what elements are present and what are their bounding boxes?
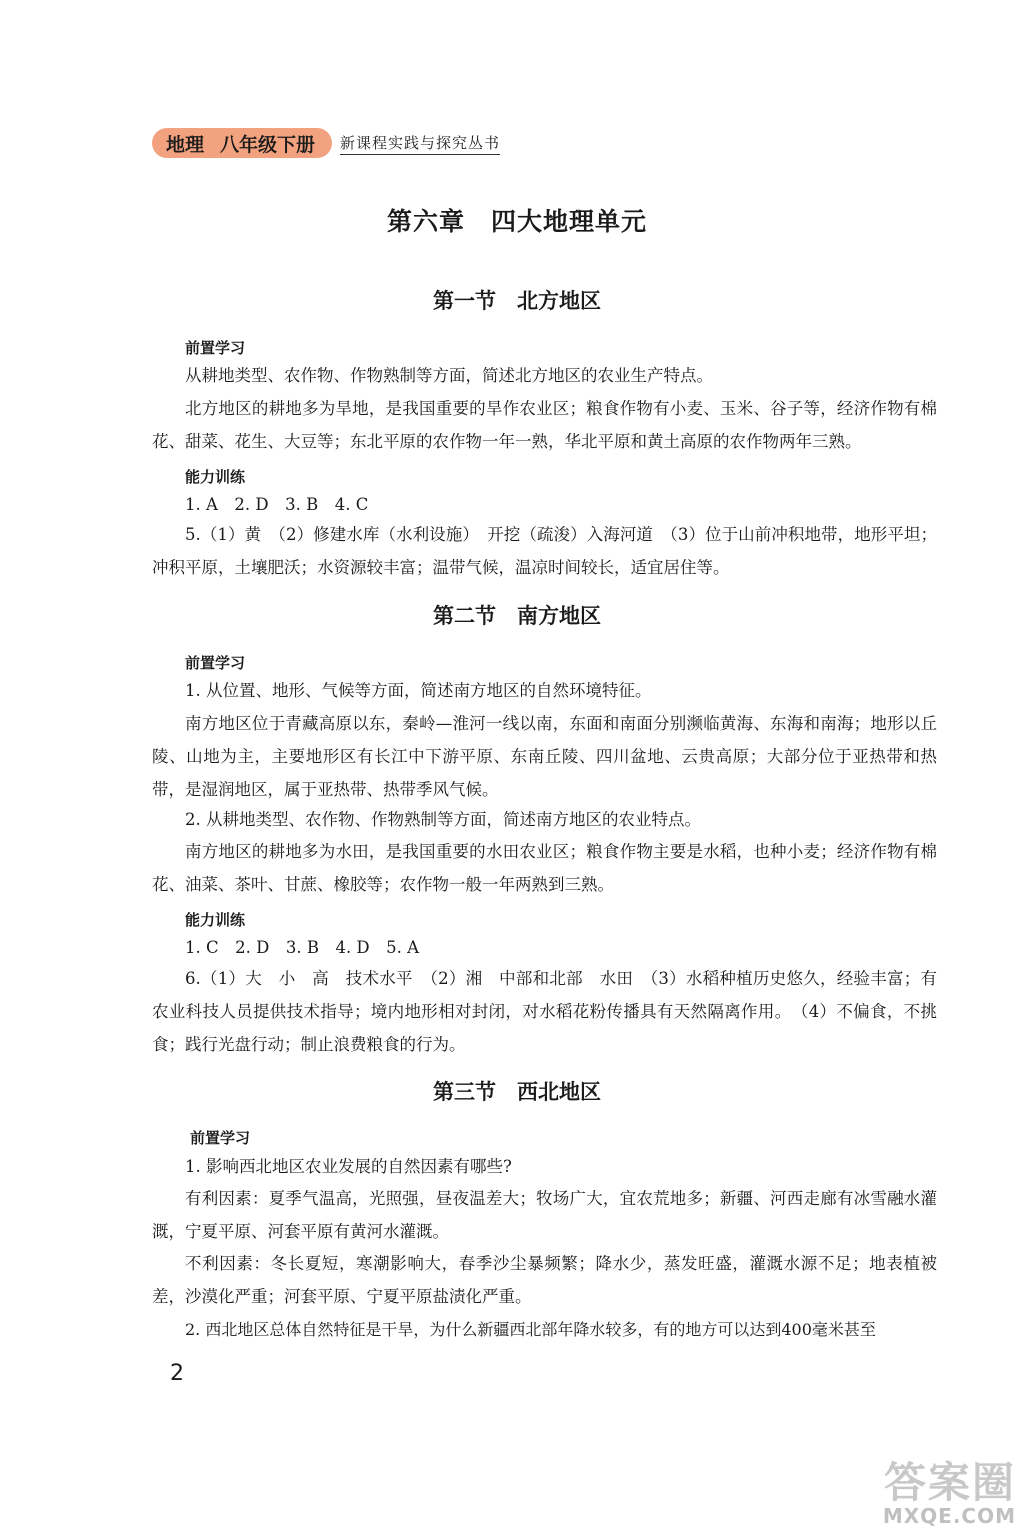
section-2-a2: 南方地区的耕地多为水田，是我国重要的水田农业区；粮食作物主要是水稻，也种小麦；经济作物有棉花、油菜、茶叶、甘蔗、橡胶等；农作物一般一年两熟到三熟。 (152, 842, 937, 894)
grade-label: 八年级下册 (220, 133, 316, 156)
section-2-answers: 1. C 2. D 3. B 4. D 5. A (185, 938, 420, 957)
book-header (152, 127, 500, 159)
section-1-pre-label: 前置学习 (185, 339, 246, 357)
section-1-pre-answer: 北方地区的耕地多为旱地，是我国重要的旱作农业区；粮食作物有小麦、玉米、谷子等，经济作物有棉花、甜菜、花生、大豆等；东北平原的农作物一年一熟，华北平原和黄土高原的农作物两年三熟。 (152, 399, 937, 451)
watermark (872, 1448, 1022, 1528)
section-1-title: 第一节 北方地区 (433, 289, 601, 313)
section-2-a1: 南方地区位于青藏高原以东，秦岭—淮河一线以南，东面和南面分别濒临黄海、东海和南海；地形以丘陵、山地为主，主要地形区有长江中下游平原、东南丘陵、四川盆地、云贵高原；大部分位于亚热带和热带，是湿润地区，属于亚热带、热带季风气候。 (152, 714, 937, 799)
section-3-a1-unfavorable: 不利因素：冬长夏短，寒潮影响大，春季沙尘暴频繁；降水少，蒸发旺盛，灌溉水源不足；地表植被差，沙漠化严重；河套平原、宁夏平原盐渍化严重。 (152, 1254, 937, 1306)
section-2-q2: 2. 从耕地类型、农作物、作物熟制等方面，简述南方地区的农业特点。 (185, 810, 701, 829)
page-number: 2 (170, 1361, 184, 1386)
subject-grade-badge (152, 128, 332, 158)
section-2-q6: 6.（1）大 小 高 技术水平 （2）湘 中部和北部 水田 （3）水稻种植历史悠久，经验丰富；有农业科技人员提供技术指导；境内地形相对封闭，对水稻花粉传播具有天然隔离作用。 （4）不偏食，不挑食；践行光盘行动；制止浪费粮食的行为。 (152, 969, 937, 1054)
section-2-ability-label: 能力训练 (185, 911, 246, 929)
series-title: 新课程实践与探究丛书 (340, 132, 500, 155)
section-1-pre-question: 从耕地类型、农作物、作物熟制等方面，简述北方地区的农业生产特点。 (185, 366, 713, 385)
section-3-a1-favorable: 有利因素：夏季气温高，光照强，昼夜温差大；牧场广大，宜农荒地多；新疆、河西走廊有冰雪融水灌溉，宁夏平原、河套平原有黄河水灌溉。 (152, 1189, 937, 1241)
section-2-pre-label: 前置学习 (185, 654, 246, 672)
watermark-logo-text: 答案圈 (883, 1458, 1016, 1507)
section-3-title: 第三节 西北地区 (433, 1080, 601, 1104)
section-2-title: 第二节 南方地区 (433, 604, 601, 628)
chapter-title: 第六章 四大地理单元 (386, 207, 647, 236)
section-3-q1: 1. 影响西北地区农业发展的自然因素有哪些? (185, 1157, 512, 1176)
section-1-ability-label: 能力训练 (185, 468, 246, 486)
section-3-pre-label: 前置学习 (190, 1129, 251, 1147)
section-1-answers: 1. A 2. D 3. B 4. C (185, 495, 369, 514)
section-2-q1: 1. 从位置、地形、气候等方面，简述南方地区的自然环境特征。 (185, 681, 652, 700)
section-3-q2: 2. 西北地区总体自然特征是干旱，为什么新疆西北部年降水较多，有的地方可以达到400毫米甚至 (185, 1320, 876, 1339)
section-1-q5: 5.（1）黄 （2）修建水库（水利设施） 开挖（疏浚）入海河道 （3）位于山前冲积地带，地形平坦；冲积平原，土壤肥沃；水资源较丰富；温带气候，温凉时间较长，适宜居住等。 (152, 525, 937, 577)
subject-label: 地理 (166, 133, 205, 156)
watermark-url: MXQE.COM (882, 1504, 1016, 1528)
